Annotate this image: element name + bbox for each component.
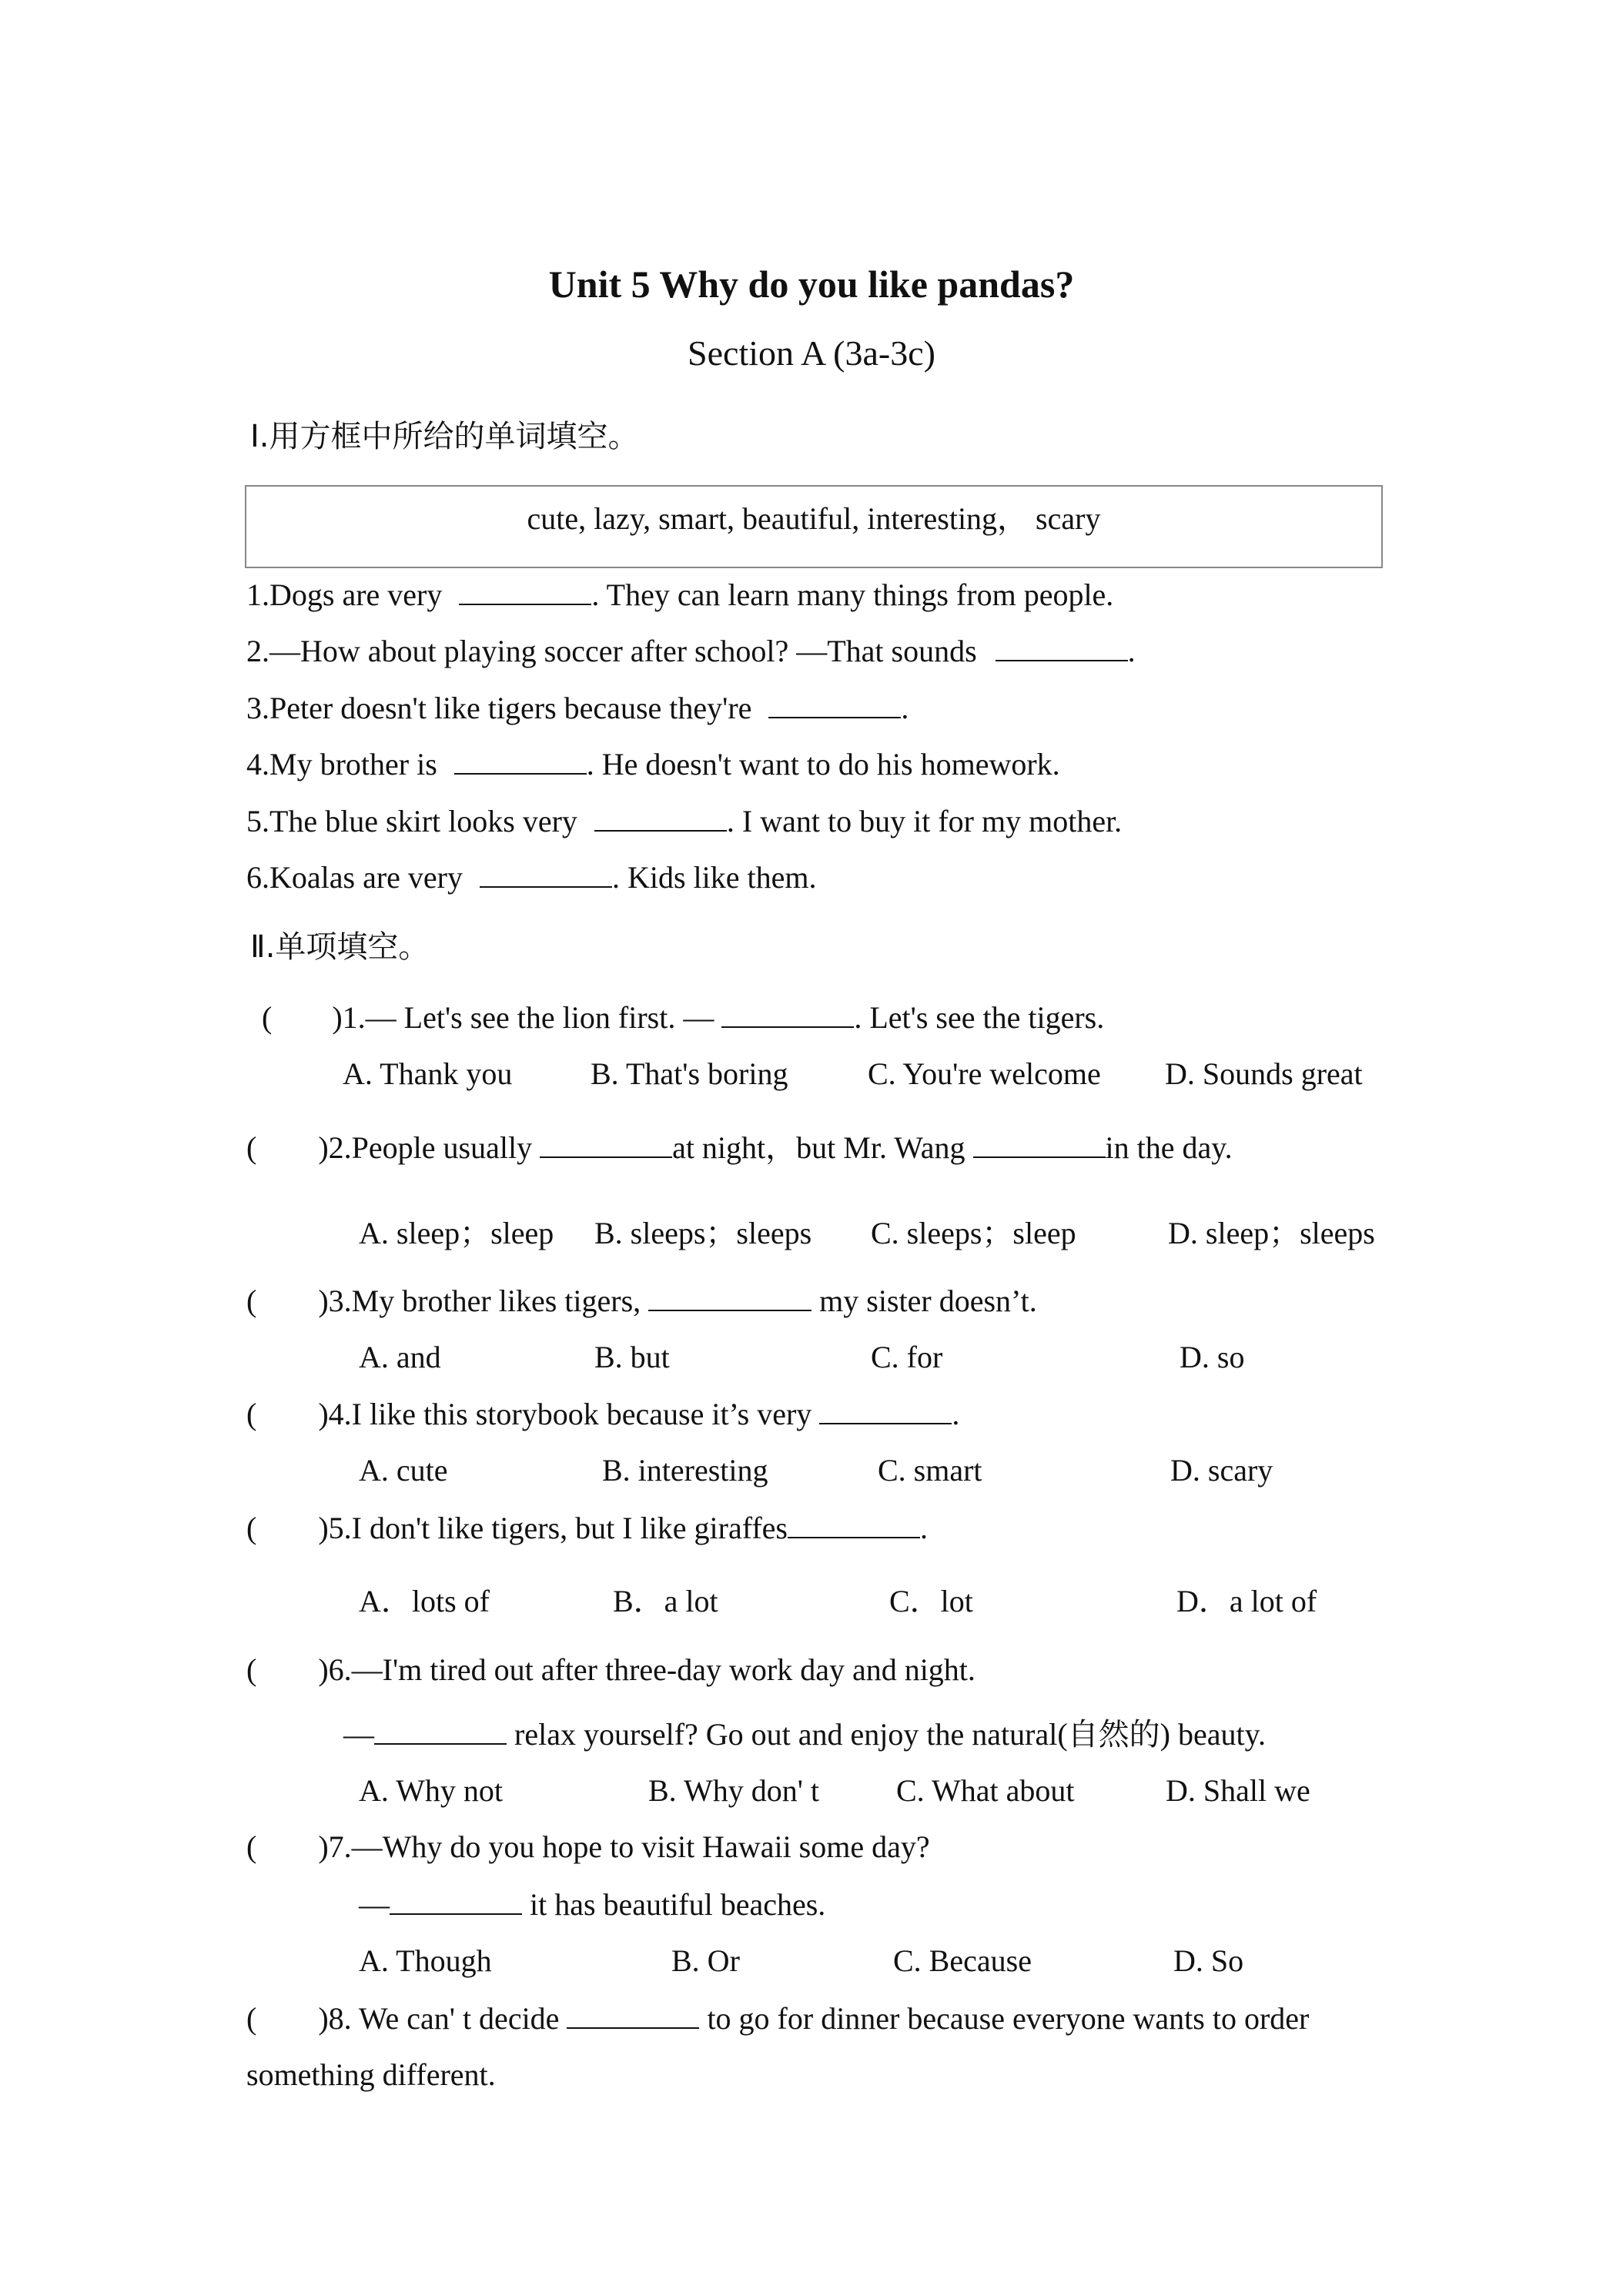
answer-blank[interactable] — [567, 2000, 699, 2029]
answer-paren-slot[interactable] — [272, 1000, 332, 1028]
mc-question-2: ( )2.People usually at night，but Mr. Wang in the day. — [246, 1130, 1233, 1165]
option-d[interactable]: D. scary — [1170, 1453, 1273, 1488]
mc-question-6-line-2: — relax yourself? Go out and enjoy the natural(自然的) beauty. — [343, 1717, 1266, 1752]
option-a[interactable]: A. and — [359, 1340, 441, 1374]
answer-paren-slot[interactable] — [256, 1652, 318, 1680]
mc-question-7-line-2: — it has beautiful beaches. — [359, 1887, 826, 1922]
option-c[interactable]: C. What about — [896, 1773, 1075, 1808]
option-d[interactable]: D. Sounds great — [1165, 1056, 1363, 1091]
fill-item-4: 4.My brother is . He doesn't want to do his homework. — [246, 747, 1060, 782]
option-c[interactable]: C. You're welcome — [868, 1056, 1101, 1091]
mc-question-1: ( )1.— Let's see the lion first. — . Let's see the tigers. — [262, 1000, 1105, 1035]
option-b[interactable]: B. Why don' t — [648, 1773, 820, 1808]
section-heading-part1: Ⅰ.用方框中所给的单词填空。 — [250, 419, 639, 454]
answer-blank[interactable] — [594, 802, 727, 832]
answer-blank[interactable] — [788, 1509, 920, 1538]
option-d[interactable]: D. so — [1180, 1340, 1245, 1374]
answer-blank[interactable] — [648, 1282, 812, 1311]
section-heading-part2: Ⅱ.单项填空。 — [250, 929, 430, 965]
answer-blank[interactable] — [540, 1129, 672, 1158]
answer-blank[interactable] — [768, 689, 901, 718]
word-bank-box: cute, lazy, smart, beautiful, interesting， scary — [245, 485, 1383, 568]
answer-blank[interactable] — [390, 1886, 522, 1915]
mc-question-8: ( )8. We can' t decide to go for dinner because everyone wants to order — [246, 2001, 1310, 2036]
option-c[interactable]: C. sleeps；sleep — [871, 1216, 1076, 1250]
option-b[interactable]: B．a lot — [613, 1584, 718, 1618]
option-b[interactable]: B. but — [594, 1340, 670, 1374]
option-a[interactable]: A. Though — [359, 1943, 492, 1978]
answer-blank[interactable] — [819, 1395, 952, 1424]
answer-paren-slot[interactable] — [256, 1130, 318, 1158]
answer-blank[interactable] — [374, 1715, 507, 1745]
fill-item-1: 1.Dogs are very . They can learn many things from people. — [246, 577, 1114, 612]
option-d[interactable]: D. So — [1173, 1943, 1244, 1978]
mc-question-6: ( )6.—I'm tired out after three-day work day and night. — [246, 1652, 975, 1687]
answer-paren-slot[interactable] — [256, 1284, 318, 1311]
option-b[interactable]: B. interesting — [602, 1453, 768, 1488]
page-subtitle: Section A (3a-3c) — [688, 333, 935, 373]
answer-paren-slot[interactable] — [256, 2001, 318, 2029]
fill-item-6: 6.Koalas are very . Kids like them. — [246, 860, 817, 895]
option-b[interactable]: B. sleeps；sleeps — [594, 1216, 812, 1250]
page-title: Unit 5 Why do you like pandas? — [548, 263, 1075, 306]
option-b[interactable]: B. Or — [671, 1943, 740, 1978]
answer-paren-slot[interactable] — [256, 1397, 318, 1424]
option-b[interactable]: B. That's boring — [591, 1056, 788, 1091]
option-a[interactable]: A. Why not — [359, 1773, 504, 1808]
answer-blank[interactable] — [721, 999, 854, 1028]
fill-item-2: 2.—How about playing soccer after school? —That sounds . — [246, 634, 1136, 668]
mc-question-8-line-2: something different. — [246, 2057, 496, 2092]
answer-blank[interactable] — [480, 858, 612, 888]
fill-item-5: 5.The blue skirt looks very . I want to buy it for my mother. — [246, 804, 1123, 838]
answer-paren-slot[interactable] — [256, 1829, 318, 1857]
option-a[interactable]: A．lots of — [359, 1584, 490, 1618]
option-d[interactable]: D．a lot of — [1176, 1584, 1317, 1618]
option-c[interactable]: C. Because — [893, 1943, 1032, 1978]
answer-blank[interactable] — [973, 1129, 1106, 1158]
mc-question-7: ( )7.—Why do you hope to visit Hawaii some day? — [246, 1829, 930, 1864]
option-d[interactable]: D. sleep；sleeps — [1168, 1216, 1375, 1250]
answer-blank[interactable] — [454, 745, 587, 775]
answer-blank[interactable] — [996, 632, 1128, 661]
fill-item-3: 3.Peter doesn't like tigers because they're . — [246, 691, 909, 725]
option-c[interactable]: C. for — [871, 1340, 943, 1374]
option-a[interactable]: A. sleep；sleep — [359, 1216, 554, 1250]
mc-question-5: ( )5.I don't like tigers, but I like giraffes . — [246, 1511, 928, 1545]
option-c[interactable]: C．lot — [889, 1584, 973, 1618]
mc-question-4: ( )4.I like this storybook because it’s very . — [246, 1397, 960, 1431]
option-c[interactable]: C. smart — [878, 1453, 982, 1488]
option-a[interactable]: A. Thank you — [343, 1056, 513, 1091]
option-d[interactable]: D. Shall we — [1166, 1773, 1310, 1808]
answer-blank[interactable] — [459, 576, 591, 605]
mc-question-3: ( )3.My brother likes tigers, my sister doesn’t. — [246, 1284, 1037, 1318]
option-a[interactable]: A. cute — [359, 1453, 448, 1488]
answer-paren-slot[interactable] — [256, 1511, 318, 1538]
